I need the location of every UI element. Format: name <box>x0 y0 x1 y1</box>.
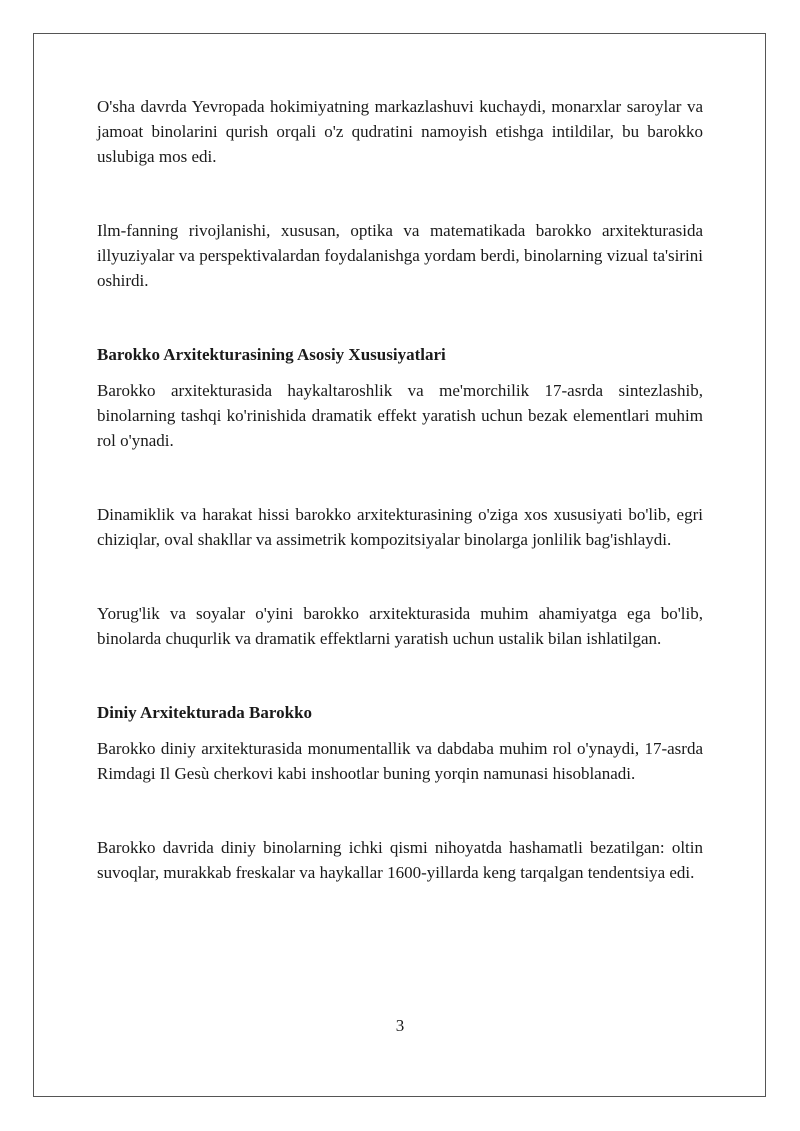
paragraph-interior: Barokko davrida diniy binolarning ichki qismi nihoyatda hashamatli bezatilgan: oltin suvoqlar, murakkab freskalar va haykallar 1600-yillarda keng tarqalgan tendentsiya edi. <box>97 838 703 882</box>
section-heading-main-features: Barokko Arxitekturasining Asosiy Xususiyatlari <box>97 345 446 364</box>
paragraph-science: Ilm-fanning rivojlanishi, xususan, optika va matematikada barokko arxitekturasida illyuziyalar va perspektivalardan foydalanishga yordam berdi, binolarning vizual ta'sirini oshirdi. <box>97 221 703 290</box>
document-body <box>97 94 703 885</box>
paragraph-centralization: O'sha davrda Yevropada hokimiyatning markazlashuvi kuchaydi, monarxlar saroylar va jamoat binolarini qurish orqali o'z qudratini namoyish etishga intildilar, bu barokko uslubiga mos edi. <box>97 97 703 166</box>
paragraph-monumentality: Barokko diniy arxitekturasida monumentallik va dabdaba muhim rol o'ynaydi, 17-asrda Rimdagi Il Gesù cherkovi kabi inshootlar buning yorqin namunasi hisoblanadi. <box>97 739 703 783</box>
section-heading-religious: Diniy Arxitekturada Barokko <box>97 703 313 722</box>
paragraph-light-shadow: Yorug'lik va soyalar o'yini barokko arxitekturasida muhim ahamiyatga ega bo'lib, binolarda chuqurlik va dramatik effektlarni yaratish uchun ustalik bilan ishlatilgan. <box>97 604 703 648</box>
paragraph-sculpture: Barokko arxitekturasida haykaltaroshlik va me'morchilik 17-asrda sintezlashib, binolarning tashqi ko'rinishida dramatik effekt yaratish uchun bezak elementlari muhim rol o'ynadi. <box>97 381 703 450</box>
page-number: 3 <box>395 1016 405 1035</box>
paragraph-dynamism: Dinamiklik va harakat hissi barokko arxitekturasining o'ziga xos xususiyati bo'lib, egri chiziqlar, oval shakllar va assimetrik kompozitsiyalar binolarga jonlilik bag'ishlaydi. <box>97 505 703 549</box>
